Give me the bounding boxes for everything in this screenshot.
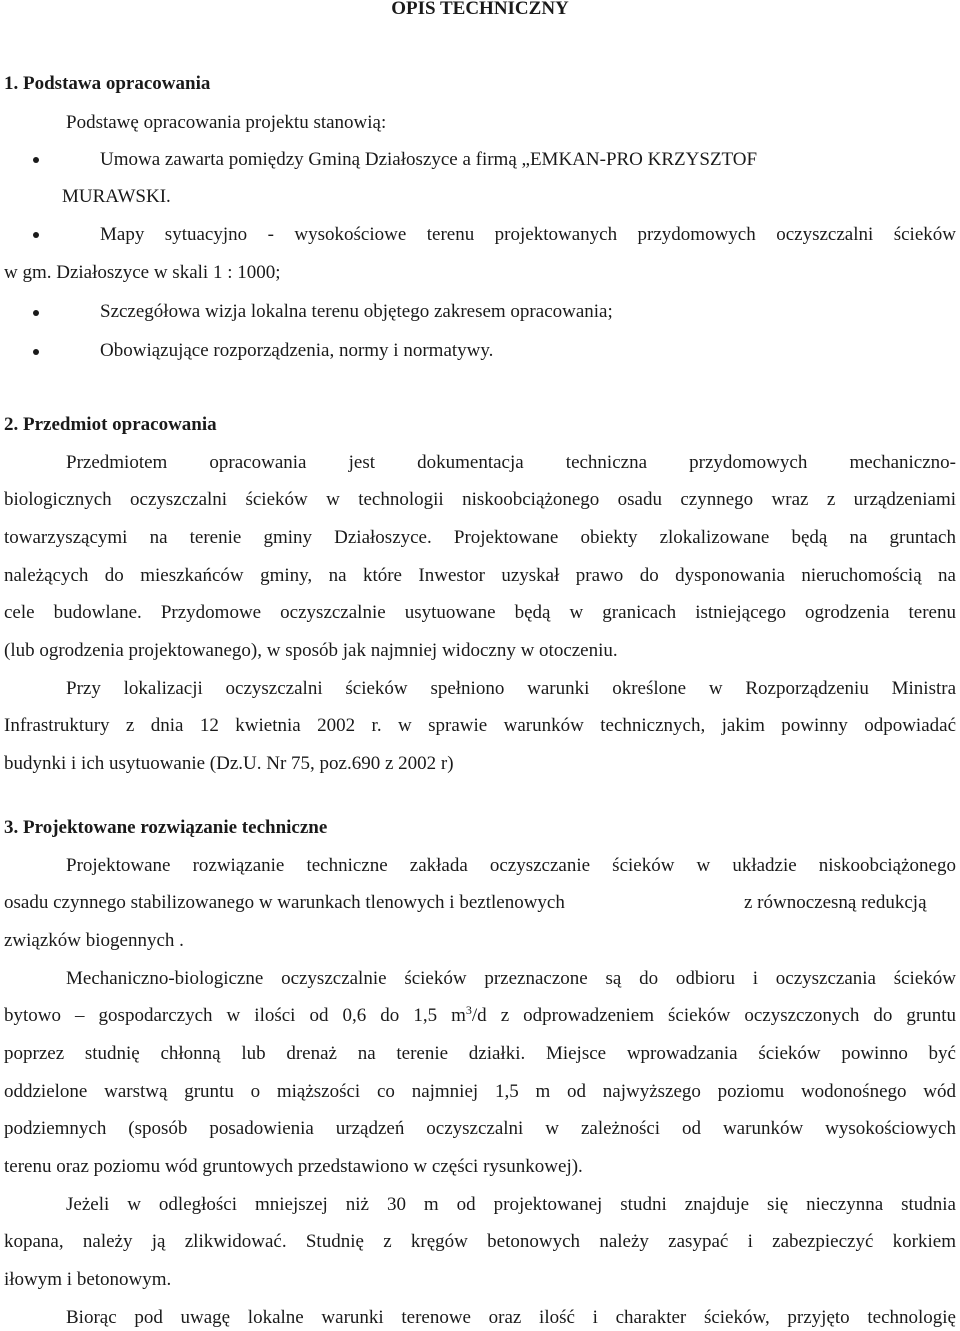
- section-2-line-4: należących do mieszkańców gminy, na które Inwestor uzyskał prawo do dysponowania nieruchomością na: [4, 565, 956, 586]
- section-3-p1-line-3: związków biogennych .: [4, 930, 184, 951]
- section-3-p2-line-1: Mechaniczno-biologiczne oczyszczalnie ścieków przeznaczone są do odbioru i oczyszczania ścieków: [66, 968, 956, 989]
- section-2-line-5: cele budowlane. Przydomowe oczyszczalnie usytuowane będą w granicach istniejącego ogrodzenia terenu: [4, 602, 956, 623]
- cubic-superscript: 3: [465, 1003, 472, 1017]
- bullet-2-line-1: Mapy sytuacyjno - wysokościowe terenu projektowanych przydomowych oczyszczalni ścieków: [100, 224, 956, 245]
- section-2-line-8: Infrastruktury z dnia 12 kwietnia 2002 r. w sprawie warunków technicznych, jakim powinny odpowiadać: [4, 715, 956, 736]
- section-3-p3-line-1: Jeżeli w odległości mniejszej niż 30 m od projektowanej studni znajduje się nieczynna studnia: [66, 1194, 956, 1215]
- section-3-p2-line-2: [4, 1003, 956, 1029]
- section-3-p2-line-5: podziemnych (sposób posadowienia urządzeń oczyszczalni w zależności od warunków wysokościowych: [4, 1118, 956, 1139]
- bullet-icon: [33, 157, 39, 163]
- section-3-p1-line-2-left: osadu czynnego stabilizowanego w warunkach tlenowych i beztlenowych: [4, 892, 565, 913]
- section-3-p3-line-3: iłowym i betonowym.: [4, 1269, 172, 1290]
- bullet-3-line-1: Szczegółowa wizja lokalna terenu objętego zakresem opracowania;: [100, 301, 613, 322]
- section-2-heading: 2. Przedmiot opracowania: [4, 414, 217, 435]
- section-2-line-6: (lub ogrodzenia projektowanego), w sposób jak najmniej widoczny w otoczeniu.: [4, 640, 618, 661]
- bullet-4-line-1: Obowiązujące rozporządzenia, normy i normatywy.: [100, 340, 494, 361]
- document-title: OPIS TECHNICZNY: [391, 0, 569, 19]
- section-2-line-9: budynki i ich usytuowanie (Dz.U. Nr 75, poz.690 z 2002 r): [4, 753, 454, 774]
- bullet-icon: [33, 232, 39, 238]
- section-2-line-3: towarzyszącymi na terenie gminy Działoszyce. Projektowane obiekty zlokalizowane będą na gruntach: [4, 527, 956, 548]
- section-1-heading: 1. Podstawa opracowania: [4, 73, 211, 94]
- bullet-1-line-2: MURAWSKI.: [62, 186, 171, 207]
- section-2-line-2: biologicznych oczyszczalni ścieków w technologii niskoobciążonego osadu czynnego wraz z urządzeniami: [4, 489, 956, 510]
- bullet-icon: [33, 349, 39, 355]
- section-3-p1-line-1: Projektowane rozwiązanie techniczne zakłada oczyszczanie ścieków w układzie niskoobciążonego: [66, 855, 956, 876]
- section-3-p1-line-2-right: z równoczesną redukcją: [744, 892, 927, 913]
- section-2-line-7: Przy lokalizacji oczyszczalni ścieków spełniono warunki określone w Rozporządzeniu Ministra: [66, 678, 956, 699]
- section-3-p2-line-6: terenu oraz poziomu wód gruntowych przedstawiono w części rysunkowej).: [4, 1156, 583, 1177]
- section-3-p4-line-1: Biorąc pod uwagę lokalne warunki terenowe oraz ilość i charakter ścieków, przyjęto technologię: [66, 1307, 956, 1328]
- bullet-1-line-1: Umowa zawarta pomiędzy Gminą Działoszyce a firmą „EMKAN-PRO KRZYSZTOF: [100, 149, 758, 170]
- section-3-p2-line-4: oddzielone warstwą gruntu o miąższości co najmniej 1,5 m od najwyższego poziomu wodonośnego wód: [4, 1081, 956, 1102]
- section-3-p2-line-3: poprzez studnię chłonną lub drenaż na terenie działki. Miejsce wprowadzania ścieków powinno być: [4, 1043, 956, 1064]
- bullet-icon: [33, 310, 39, 316]
- section-1-intro: Podstawę opracowania projektu stanowią:: [66, 112, 387, 133]
- volume-text-start: bytowo – gospodarczych w ilości od 0,6 do 1,5 m: [4, 1005, 466, 1026]
- section-3-heading: 3. Projektowane rozwiązanie techniczne: [4, 817, 328, 838]
- section-3-p3-line-2: kopana, należy ją zlikwidować. Studnię z kręgów betonowych należy zasypać i zabezpieczyć korkiem: [4, 1231, 956, 1252]
- section-2-line-1: Przedmiotem opracowania jest dokumentacja techniczna przydomowych mechaniczno-: [66, 452, 956, 473]
- volume-text-end: /d z odprowadzeniem ścieków oczyszczonych do gruntu: [471, 1005, 956, 1026]
- bullet-2-line-2: w gm. Działoszyce w skali 1 : 1000;: [4, 262, 281, 283]
